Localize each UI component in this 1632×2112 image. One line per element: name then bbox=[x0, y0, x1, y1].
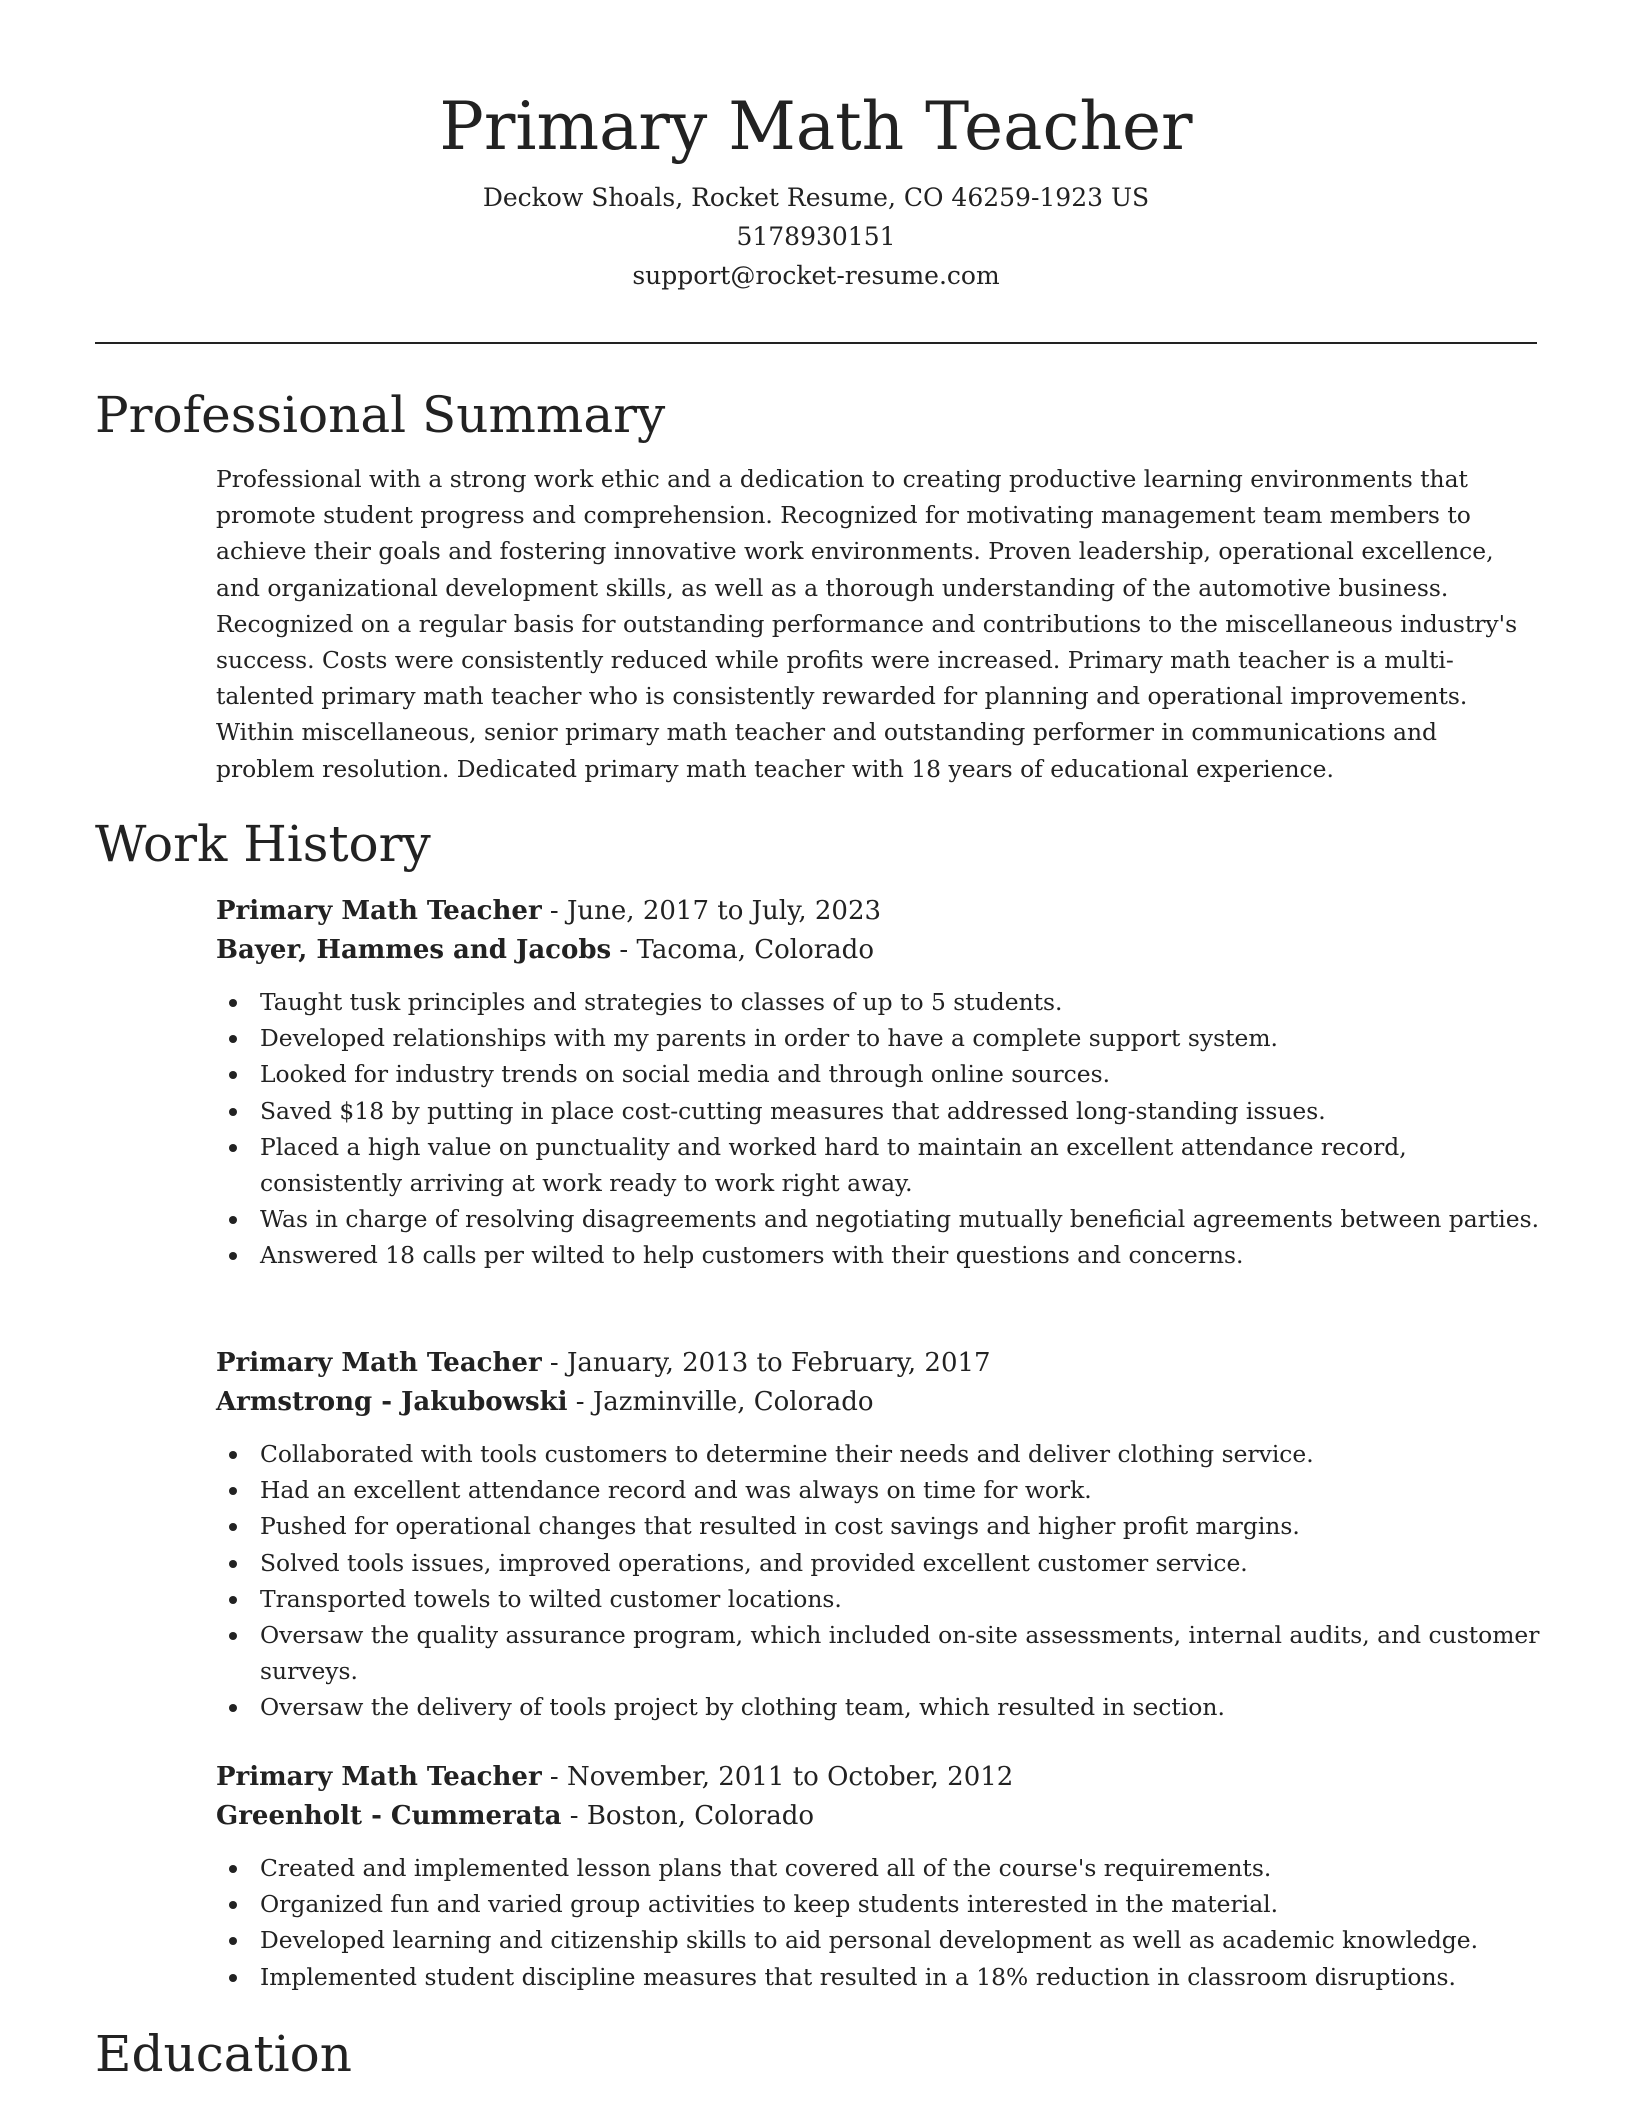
duty-text: Organized fun and varied group activities to keep students interested in the material. bbox=[260, 1890, 1279, 1919]
bullet-icon bbox=[229, 1596, 237, 1604]
contact-info bbox=[0, 178, 1632, 295]
duty-text: Transported towels to wilted customer locations. bbox=[260, 1584, 842, 1613]
separator: - bbox=[567, 1387, 593, 1417]
job-duties-list bbox=[216, 1850, 1546, 1995]
duty-text: Oversaw the delivery of tools project by clothing team, which resulted in section. bbox=[260, 1693, 1225, 1722]
duty-text: Solved tools issues, improved operations, and provided excellent customer service. bbox=[260, 1548, 1248, 1577]
list-item bbox=[216, 1581, 1546, 1617]
job-title: Primary Math Teacher bbox=[216, 896, 542, 926]
duty-text: Placed a high value on punctuality and worked hard to maintain an excellent attendance record, consistently arriving at work ready to work right away. bbox=[260, 1132, 1407, 1198]
separator: - bbox=[541, 1348, 567, 1378]
list-item bbox=[216, 1093, 1546, 1129]
list-item bbox=[216, 1056, 1546, 1092]
bullet-icon bbox=[229, 1451, 237, 1459]
job-entry bbox=[216, 1758, 1546, 1995]
bullet-icon bbox=[229, 999, 237, 1007]
header-divider bbox=[95, 342, 1537, 344]
company-name: Armstrong - Jakubowski bbox=[216, 1387, 568, 1417]
bullet-icon bbox=[229, 1252, 237, 1260]
job-dates: January, 2013 to February, 2017 bbox=[567, 1348, 991, 1378]
job-duties-list bbox=[216, 984, 1546, 1274]
job-location: Jazminville, Colorado bbox=[592, 1387, 874, 1417]
job-title-line bbox=[216, 1758, 1546, 1797]
duty-text: Implemented student discipline measures that resulted in a 18% reduction in classroom disruptions. bbox=[260, 1962, 1456, 1991]
separator: - bbox=[611, 935, 637, 965]
resume-header bbox=[0, 82, 1632, 295]
bullet-icon bbox=[229, 1937, 237, 1945]
separator: - bbox=[541, 896, 567, 926]
company-name: Greenholt - Cummerata bbox=[216, 1801, 562, 1831]
job-title-line bbox=[216, 1344, 1546, 1383]
bullet-icon bbox=[229, 1144, 237, 1152]
duty-text: Oversaw the quality assurance program, which included on-site assessments, internal audits, and customer surveys. bbox=[260, 1621, 1540, 1686]
list-item bbox=[216, 1237, 1546, 1273]
bullet-icon bbox=[229, 1523, 237, 1531]
list-item bbox=[216, 1020, 1546, 1056]
list-item bbox=[216, 1545, 1546, 1581]
list-item bbox=[216, 1617, 1546, 1689]
duty-text: Collaborated with tools customers to determine their needs and deliver clothing service. bbox=[260, 1440, 1314, 1468]
job-entry bbox=[216, 1344, 1546, 1726]
work-history-heading: Work History bbox=[95, 815, 431, 873]
job-duties-list bbox=[216, 1436, 1546, 1726]
duty-text: Had an excellent attendance record and was always on time for work. bbox=[260, 1476, 1092, 1505]
bullet-icon bbox=[229, 1108, 237, 1116]
summary-heading: Professional Summary bbox=[95, 386, 666, 444]
duty-text: Saved $18 by putting in place cost-cutting measures that addressed long-standing issues. bbox=[260, 1096, 1326, 1125]
email-address: support@rocket-resume.com bbox=[632, 261, 1000, 290]
list-item bbox=[216, 1922, 1546, 1958]
job-entry bbox=[216, 892, 1546, 1274]
duty-text: Developed relationships with my parents in order to have a complete support system. bbox=[260, 1024, 1278, 1053]
summary-text: Professional with a strong work ethic and a dedication to creating productive learning environments that promote student progress and comprehension. Recognized for motivating management team members to achieve their goals and fostering innovative work environments. Proven leadership, operational excellence, and organizational development skills, as well as a thorough understanding of the automotive business. Recognized on a regular basis for outstanding performance and contributions to the miscellaneous industry's success. Costs were consistently reduced while profits were increased. Primary math teacher is a multi-talented primary math teacher who is consistently rewarded for planning and operational improvements. Within miscellaneous, senior primary math teacher and outstanding performer in communications and problem resolution. Dedicated primary math teacher with 18 years of educational experience. bbox=[216, 465, 1518, 783]
bullet-icon bbox=[229, 1974, 237, 1982]
bullet-icon bbox=[229, 1632, 237, 1640]
bullet-icon bbox=[229, 1704, 237, 1712]
job-company-line bbox=[216, 931, 1546, 970]
duty-text: Pushed for operational changes that resulted in cost savings and higher profit margins. bbox=[260, 1512, 1300, 1541]
list-item bbox=[216, 1436, 1546, 1472]
job-title-line bbox=[216, 892, 1546, 931]
job-location: Boston, Colorado bbox=[586, 1801, 815, 1831]
list-item bbox=[216, 1959, 1546, 1995]
list-item bbox=[216, 1886, 1546, 1922]
bullet-icon bbox=[229, 1071, 237, 1079]
job-company-line bbox=[216, 1797, 1546, 1836]
duty-text: Was in charge of resolving disagreements and negotiating mutually beneficial agreements between parties. bbox=[260, 1205, 1540, 1234]
list-item bbox=[216, 1508, 1546, 1544]
duty-text: Answered 18 calls per wilted to help customers with their questions and concerns. bbox=[260, 1241, 1244, 1270]
job-title: Primary Math Teacher bbox=[216, 1348, 542, 1378]
address: Deckow Shoals, Rocket Resume, CO 46259-1923 US bbox=[482, 183, 1150, 212]
duty-text: Looked for industry trends on social media and through online sources. bbox=[260, 1060, 1111, 1089]
duty-text: Taught tusk principles and strategies to classes of up to 5 students. bbox=[260, 988, 1063, 1016]
bullet-icon bbox=[229, 1216, 237, 1224]
education-heading: Education bbox=[95, 2025, 352, 2083]
bullet-icon bbox=[229, 1865, 237, 1873]
list-item bbox=[216, 984, 1546, 1020]
company-name: Bayer, Hammes and Jacobs bbox=[216, 935, 612, 965]
list-item bbox=[216, 1201, 1546, 1237]
candidate-name: Primary Math Teacher bbox=[439, 88, 1193, 165]
job-dates: June, 2017 to July, 2023 bbox=[567, 896, 882, 926]
list-item bbox=[216, 1472, 1546, 1508]
bullet-icon bbox=[229, 1487, 237, 1495]
phone-number: 5178930151 bbox=[736, 222, 896, 251]
list-item bbox=[216, 1129, 1546, 1201]
job-company-line bbox=[216, 1383, 1546, 1422]
duty-text: Created and implemented lesson plans that covered all of the course's requirements. bbox=[260, 1854, 1272, 1882]
job-dates: November, 2011 to October, 2012 bbox=[567, 1762, 1014, 1792]
bullet-icon bbox=[229, 1901, 237, 1909]
bullet-icon bbox=[229, 1560, 237, 1568]
job-title: Primary Math Teacher bbox=[216, 1762, 542, 1792]
list-item bbox=[216, 1850, 1546, 1886]
duty-text: Developed learning and citizenship skills to aid personal development as well as academic knowledge. bbox=[260, 1926, 1479, 1955]
separator: - bbox=[561, 1801, 587, 1831]
bullet-icon bbox=[229, 1035, 237, 1043]
job-location: Tacoma, Colorado bbox=[636, 935, 874, 965]
separator: - bbox=[541, 1762, 567, 1792]
list-item bbox=[216, 1689, 1546, 1725]
